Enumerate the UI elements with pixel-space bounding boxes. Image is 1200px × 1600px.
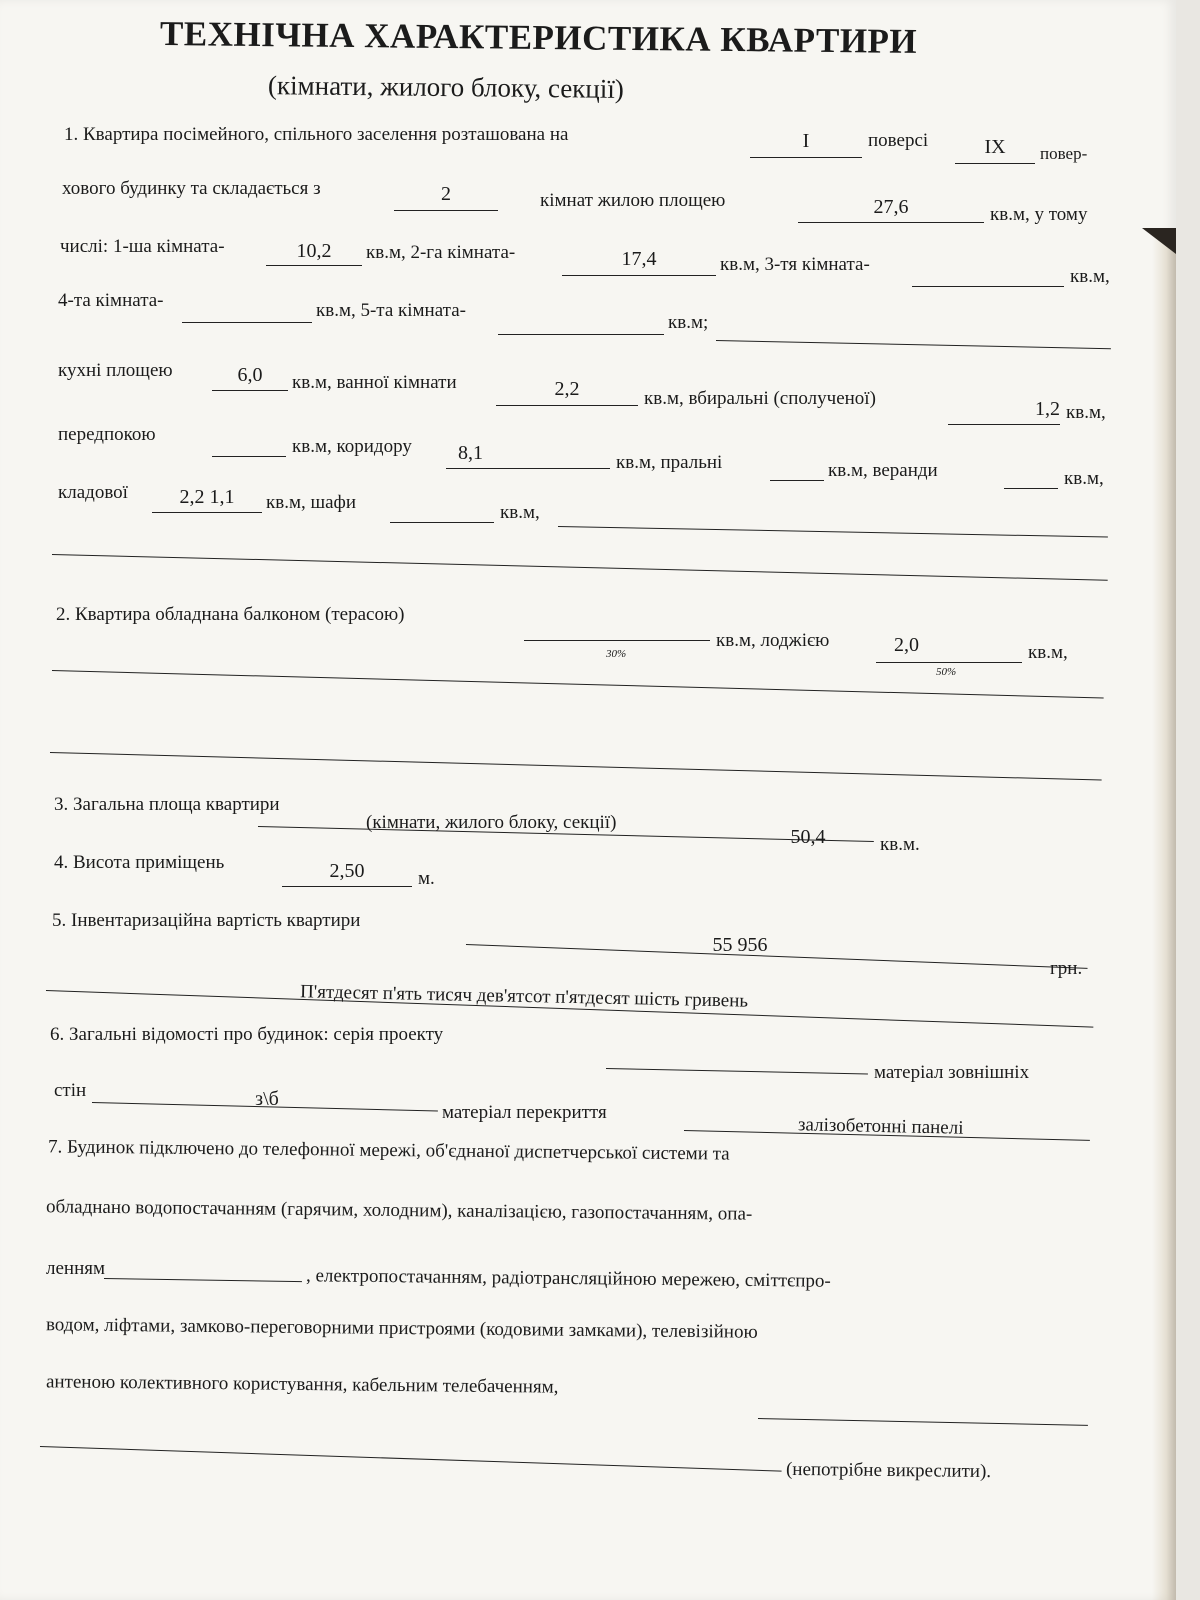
s5-currency: грн. xyxy=(1050,958,1083,979)
storage-underline xyxy=(152,512,262,513)
s5-text-a: 5. Інвентаризаційна вартість квартири xyxy=(52,910,361,931)
total-area-value: 50,4 xyxy=(790,826,826,848)
s1-unit-room5: кв.м; xyxy=(668,312,709,333)
s1-unit-wardrobe: кв.м, xyxy=(500,502,540,523)
toilet-underline xyxy=(948,424,1060,425)
s7-line5: антеною колективного користування, кабельним телебаченням, xyxy=(45,1371,559,1398)
s1-text-l: кв.м, ванної кімнати xyxy=(292,372,457,393)
loggia-value: 2,0 xyxy=(894,634,919,656)
veranda-underline xyxy=(1004,488,1058,489)
document-title: ТЕХНІЧНА ХАРАКТЕРИСТИКА КВАРТИРИ xyxy=(159,14,918,61)
s6-text-d: матеріал перекриття xyxy=(442,1102,607,1123)
s1-text-b: повер- xyxy=(1040,144,1088,163)
document-subtitle: (кімнати, жилого блоку, секції) xyxy=(267,70,624,104)
walls-material-value: з\б xyxy=(255,1088,279,1110)
hallway-underline xyxy=(212,456,286,457)
living-area-value: 27,6 xyxy=(873,196,909,218)
s1-unit-toilet: кв.м, xyxy=(1066,402,1106,423)
s6-text-b: матеріал зовнішніх xyxy=(874,1062,1030,1083)
floors-total-value: IX xyxy=(984,136,1006,158)
living-area-underline xyxy=(798,222,984,223)
s1-blank-rule-3 xyxy=(52,554,1108,581)
s1-text-floor: поверсі xyxy=(868,130,929,151)
room1-underline xyxy=(266,265,362,266)
s7-line4: водом, ліфтами, замково-переговорними пристроями (кодовими замками), телевізійною xyxy=(45,1314,758,1343)
s7-line2: обладнано водопостачанням (гарячим, холодним), каналізацією, газопостачанням, опа- xyxy=(45,1196,753,1225)
s4-text-a: 4. Висота приміщень xyxy=(54,852,225,873)
floor-value: I xyxy=(802,130,810,152)
kitchen-underline xyxy=(212,390,288,391)
s1-text-h: кв.м, 3-тя кімната- xyxy=(720,254,870,275)
s7-line6: (непотрібне викреслити). xyxy=(785,1458,992,1483)
height-underline xyxy=(282,886,412,887)
balcony-underline xyxy=(524,640,710,641)
s1-unit-veranda: кв.м, xyxy=(1064,468,1104,489)
inventory-value: 55 956 xyxy=(712,934,768,956)
s1-text-g: кв.м, 2-га кімната- xyxy=(366,242,516,263)
storage-value: 2,2 1,1 xyxy=(179,486,235,508)
s1-text-r: кладової xyxy=(58,482,128,503)
s1-text-d: кімнат жилою площею xyxy=(540,190,726,211)
kitchen-value: 6,0 xyxy=(237,364,263,386)
s1-text-f: числі: 1-ша кімната- xyxy=(60,236,225,257)
s2-blank-rule-2 xyxy=(50,752,1102,781)
rooms-value: 2 xyxy=(441,183,451,205)
s1-text-s: кв.м, шафи xyxy=(266,492,357,513)
s7-blank-underline-1 xyxy=(758,1418,1088,1426)
room4-underline xyxy=(182,322,312,323)
s1-blank-rule-2 xyxy=(558,526,1108,538)
s1-text-o: кв.м, коридору xyxy=(292,436,412,457)
laundry-underline xyxy=(770,480,824,481)
s1-text-m: кв.м, вбиральні (сполученої) xyxy=(644,388,876,409)
floors-total-underline xyxy=(955,163,1035,164)
bathroom-underline xyxy=(496,405,638,406)
floor-underline xyxy=(750,157,862,158)
s7-blank-underline-2 xyxy=(40,1446,782,1472)
s1-unit-room3: кв.м, xyxy=(1070,266,1110,287)
s2-text-b: кв.м, лоджією xyxy=(716,630,830,651)
room1-value: 10,2 xyxy=(296,240,332,262)
s1-text-a: 1. Квартира посімейного, спільного заселення розташована на xyxy=(64,124,569,145)
s1-text-c: хового будинку та складається з xyxy=(62,178,321,199)
s1-text-k: кухні площею xyxy=(58,360,173,381)
s1-text-j: кв.м, 5-та кімната- xyxy=(316,300,466,321)
loggia-underline xyxy=(876,662,1022,663)
page-edge-stain xyxy=(1152,230,1176,1600)
room2-underline xyxy=(562,275,716,276)
s4-unit: м. xyxy=(418,868,435,889)
value-in-words: П'ятдесят п'ять тисяч дев'ятсот п'ятдесят шість гривень xyxy=(299,981,749,1012)
s1-text-n: передпокою xyxy=(58,424,156,445)
height-value: 2,50 xyxy=(329,860,365,882)
s1-text-q: кв.м, веранди xyxy=(828,460,938,481)
s1-text-e: кв.м, у тому xyxy=(990,204,1088,225)
rooms-underline xyxy=(394,210,498,211)
s3-text-b: (кімнати, жилого блоку, секції) xyxy=(366,812,617,833)
project-series-underline xyxy=(606,1068,868,1074)
s3-text-a: 3. Загальна площа квартири xyxy=(54,794,280,815)
s7-line3b: , електропостачанням, радіотрансляційною мережею, сміттєпро- xyxy=(305,1265,831,1292)
s7-line3a: ленням xyxy=(46,1258,106,1279)
s1-text-i: 4-та кімната- xyxy=(58,290,164,311)
s2-text-a: 2. Квартира обладнана балконом (терасою) xyxy=(56,604,405,625)
s1-text-p: кв.м, пральні xyxy=(616,452,723,473)
bathroom-value: 2,2 xyxy=(554,378,580,400)
toilet-value: 1,2 xyxy=(1035,398,1060,420)
s1-blank-rule-1 xyxy=(716,340,1111,349)
room2-value: 17,4 xyxy=(621,248,657,270)
room3-underline xyxy=(912,286,1064,287)
floor-material-value: залізобетонні панелі xyxy=(797,1114,964,1139)
corridor-underline xyxy=(446,468,610,469)
corridor-value: 8,1 xyxy=(458,442,483,464)
s7-line1: 7. Будинок підключено до телефонної мережі, об'єднаної диспетчерської системи та xyxy=(47,1136,730,1165)
balcony-percent: 30% xyxy=(606,648,627,660)
s3-unit: кв.м. xyxy=(880,834,920,855)
loggia-percent: 50% xyxy=(936,666,957,678)
torn-corner xyxy=(1142,228,1176,254)
room5-underline xyxy=(498,334,664,335)
s6-text-a: 6. Загальні відомості про будинок: серія проекту xyxy=(50,1024,444,1045)
heating-underline xyxy=(104,1278,302,1282)
wardrobe-underline xyxy=(390,522,494,523)
s6-text-c: стін xyxy=(54,1080,87,1101)
s2-unit: кв.м, xyxy=(1028,642,1068,663)
